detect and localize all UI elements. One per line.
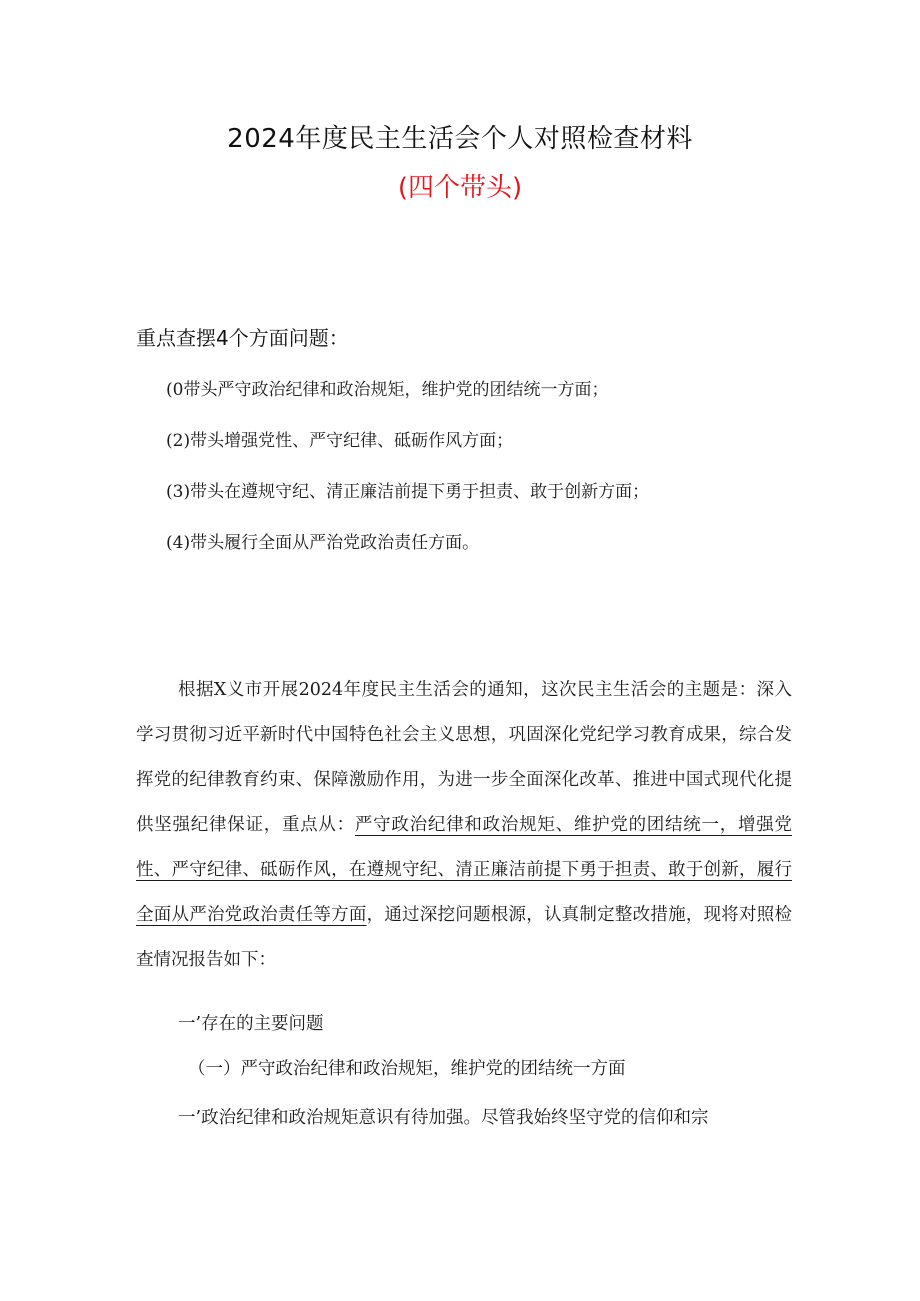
body-intro: 根据X义市开展2024年度民主生活会的通知，这次民主生活会的主题是：深入学习贯彻习近平新时代中国特色社会主义思想，巩固深化党纪学习教育成果，综合发挥党的纪律教育约束、保障激励作用，为进一步全面深化改革、推进中国式现代化提供坚强纪律保证，重点从： <box>136 680 792 835</box>
heading-main-problems: 一’存在的主要问题 <box>178 1014 324 1034</box>
body-outro: ，通过深挖问题根源，认真制定整改措施，现将对照检查情况报告如下： <box>136 905 793 970</box>
paragraph-first-line: 一’政治纪律和政治规矩意识有待加强。尽管我始终坚守党的信仰和宗 <box>178 1108 709 1128</box>
focus-list <box>166 378 649 582</box>
document-subtitle: (四个带头) <box>397 173 523 203</box>
heading-subsection: （一）严守政治纪律和政治规矩，维护党的团结统一方面 <box>188 1059 626 1079</box>
section-heading: 重点查摆4个方面问题： <box>136 326 349 350</box>
focus-item: (3)带头在遵规守纪、清正廉洁前提下勇于担责、敢于创新方面； <box>166 482 650 502</box>
body-underlined-text: 严守政治纪律和政治规矩、维护党的团结统一，增强党性、严守纪律、砥砺作风，在遵规守纪、清正廉洁前提下勇于担责、敢于创新，履行全面从严治党政治责任等方面 <box>136 815 793 925</box>
focus-item: (4)带头履行全面从严治党政治责任方面。 <box>166 533 480 553</box>
focus-item: (0带头严守政治纪律和政治规矩，维护党的团结统一方面； <box>166 380 609 400</box>
body-paragraph <box>136 668 792 983</box>
document-title: 2024年度民主生活会个人对照检查材料 <box>227 124 693 154</box>
focus-item: (2)带头增强党性、严守纪律、砥砺作风方面； <box>166 431 514 451</box>
